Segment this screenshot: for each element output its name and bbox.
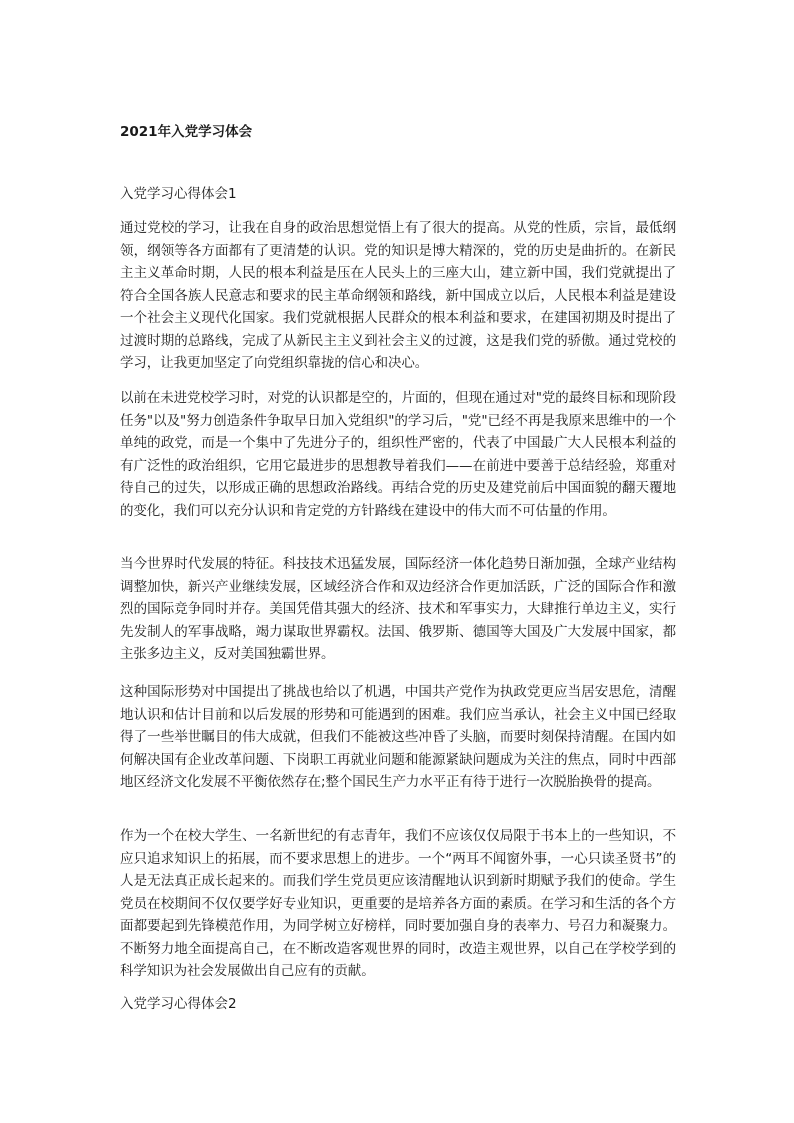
section-heading-1: 入党学习心得体会1 — [120, 186, 237, 202]
paragraph-3: 当今世界时代发展的特征。科技技术迅猛发展，国际经济一体化趋势日渐加强，全球产业结构调整加快，新兴产业继续发展，区域经济合作和双边经济合作更加活跃，广泛的国际合作和激烈的国际竞争同时并存。美国凭借其强大的经济、技术和军事实力，大肆推行单边主义，实行先发制人的军事战略，竭力谋取世界霸权。法国、俄罗斯、德国等大国及广大发展中国家，都主张多边主义，反对美国独霸世界。 — [120, 556, 676, 662]
paragraph-2: 以前在未进党校学习时，对党的认识都是空的，片面的，但现在通过对"党的最终目标和现阶段任务"以及"努力创造条件争取早日加入党组织"的学习后，"党"已经不再是我原来思维中的一个单纯的政党，而是一个集中了先进分子的，组织性严密的，代表了中国最广大人民根本利益的有广泛性的政治组织，它用它最进步的思想教导着我们——在前进中要善于总结经验，郑重对待自己的过失，以形成正确的思想政治路线。再结合党的历史及建党前后中国面貌的翻天覆地的变化，我们可以充分认识和肯定党的方针路线在建设中的伟大而不可估量的作用。 — [120, 390, 676, 519]
document-title: 2021年入党学习体会 — [120, 124, 253, 140]
paragraph-4: 这种国际形势对中国提出了挑战也给以了机遇，中国共产党作为执政党更应当居安思危，清醒地认识和估计目前和以后发展的形势和可能遇到的困难。我们应当承认，社会主义中国已经取得了一些举世瞩目的伟大成就，但我们不能被这些冲昏了头脑，而要时刻保持清醒。在国内如何解决国有企业改革问题、下岗职工再就业问题和能源紧缺问题成为关注的焦点，同时中西部地区经济文化发展不平衡依然存在;整个国民生产力水平正有待于进行一次脱胎换骨的提高。 — [120, 684, 676, 790]
paragraph-5: 作为一个在校大学生、一名新世纪的有志青年，我们不应该仅仅局限于书本上的一些知识，不应只追求知识上的拓展，而不要求思想上的进步。一个“两耳不闻窗外事，一心只读圣贤书”的人是无法真正成长起来的。而我们学生党员更应该清醒地认识到新时期赋予我们的使命。学生党员在校期间不仅仅要学好专业知识，更重要的是培养各方面的素质。在学习和生活的各个方面都要起到先锋模范作用，为同学树立好榜样，同时要加强自身的表率力、号召力和凝聚力。不断努力地全面提高自己，在不断改造客观世界的同时，改造主观世界，以自己在学校学到的科学知识为社会发展做出自己应有的贡献。 — [120, 828, 676, 979]
section-heading-2: 入党学习心得体会2 — [120, 996, 237, 1012]
paragraph-1: 通过党校的学习，让我在自身的政治思想觉悟上有了很大的提高。从党的性质，宗旨，最低纲领，纲领等各方面都有了更清楚的认识。党的知识是博大精深的，党的历史是曲折的。在新民主主义革命时期，人民的根本利益是压在人民头上的三座大山，建立新中国，我们党就提出了符合全国各族人民意志和要求的民主革命纲领和路线，新中国成立以后，人民根本利益是建设一个社会主义现代化国家。我们党就根据人民群众的根本利益和要求，在建国初期及时提出了过渡时期的总路线，完成了从新民主主义到社会主义的过渡，这是我们党的骄傲。通过党校的学习，让我更加坚定了向党组织靠拢的信心和决心。 — [120, 220, 676, 371]
